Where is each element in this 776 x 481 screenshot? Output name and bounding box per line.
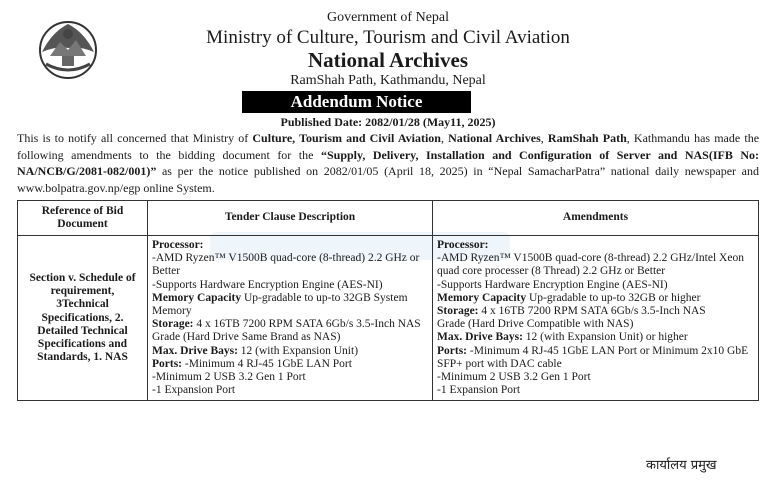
ports-label: Ports: [437, 344, 468, 357]
aes-spec: -Supports Hardware Encryption Engine (AES-NI) [152, 278, 383, 291]
memory-spec: Up-gradable to up-to 32GB System Memory [152, 291, 408, 318]
government-name: Government of Nepal [326, 10, 450, 25]
processor-label: Processor: [437, 239, 489, 251]
memory-label: Memory Capacity [152, 291, 242, 304]
notice-text: as per the notice published on 2082/01/05 (April 18, 2025) in “Nepal SamacharPatra” national daily newspaper and www.bolpatra.gov.np/egp online System. [17, 164, 759, 195]
memory-label: Memory Capacity [437, 291, 527, 304]
notice-ministry: Culture, Tourism and Civil Aviation [252, 131, 441, 145]
ports-usb-spec: -Minimum 2 USB 3.2 Gen 1 Port [152, 371, 306, 384]
storage-label: Storage: [437, 305, 479, 318]
cpu-spec: -AMD Ryzen™ V1500B quad-core (8-thread) 2.2 GHz or Better [152, 252, 420, 278]
reference-cell: Section v. Schedule of requirement, 3Technical Specifications, 2. Detailed Technical Specifications and Standards, 1. NAS [18, 236, 148, 401]
memory-spec: Up-gradable to up-to 32GB or higher [526, 291, 701, 304]
table-row [18, 236, 759, 401]
ports-lan-spec: -Minimum 4 RJ-45 1GbE LAN Port [182, 357, 352, 370]
table-header-row [18, 201, 759, 236]
notice-project-title: “Supply, Delivery, Installation and Configuration of Server and NAS(IFB No: NA/NCB/G/2081-082/001)” [17, 147, 760, 178]
bays-label: Max. Drive Bays: [152, 344, 238, 357]
bays-label: Max. Drive Bays: [437, 331, 523, 344]
expansion-spec: -1 Expansion Port [152, 384, 236, 397]
storage-spec: 4 x 16TB 7200 RPM SATA 6Gb/s 3.5-Inch NAS [478, 305, 706, 318]
notice-text: , [540, 131, 548, 145]
header-reference: Reference of Bid Document [18, 201, 148, 236]
notice-address: RamShah Path [547, 131, 627, 145]
processor-label: Processor: [152, 239, 204, 251]
clause-cell [148, 236, 433, 401]
expansion-spec: -1 Expansion Port [437, 384, 521, 397]
ministry-name: Ministry of Culture, Tourism and Civil Aviation [206, 27, 570, 48]
notice-paragraph [17, 130, 759, 196]
addendum-title-banner: Addendum Notice [242, 91, 471, 113]
ports-usb-spec: -Minimum 2 USB 3.2 Gen 1 Port [437, 371, 591, 384]
ports-lan-spec: -Minimum 4 RJ-45 1GbE LAN Port or Minimum 2x10 GbE SFP+ port with DAC cable [437, 344, 749, 370]
amendment-table [17, 200, 759, 401]
amendment-cell [433, 236, 759, 401]
storage-spec: 4 x 16TB 7200 RPM SATA 6Gb/s 3.5-Inch NAS [193, 318, 421, 331]
notice-text: , Kathmandu has made the following amendments to the bidding document for the [17, 131, 760, 162]
aes-spec: -Supports Hardware Encryption Engine (AES-NI) [437, 278, 668, 291]
header-amendments: Amendments [433, 201, 759, 236]
notice-text: This is to notify all concerned that Ministry of [17, 131, 253, 145]
ports-label: Ports: [152, 357, 183, 370]
published-date: Published Date: 2082/01/28 (May11, 2025) [280, 115, 496, 129]
header-clause: Tender Clause Description [148, 201, 433, 236]
office-name: National Archives [307, 48, 469, 72]
storage-label: Storage: [152, 318, 194, 331]
notice-office: National Archives [448, 131, 541, 145]
bays-spec: 12 (with Expansion Unit) or higher [522, 331, 688, 344]
grade-spec: Grade (Hard Drive Same Brand as NAS) [152, 331, 341, 344]
office-address: RamShah Path, Kathmandu, Nepal [290, 73, 486, 88]
cpu-spec: -AMD Ryzen™ V1500B quad-core (8-thread) 2.2 GHz/Intel Xeon quad core processer (8 Thread) 2.2 GHz or Better [437, 252, 744, 278]
bays-spec: 12 (with Expansion Unit) [237, 344, 359, 357]
grade-spec: Grade (Hard Drive Compatible with NAS) [437, 318, 634, 331]
notice-text: , [440, 131, 449, 145]
office-chief-signature: कार्यालय प्रमुख [646, 458, 717, 473]
